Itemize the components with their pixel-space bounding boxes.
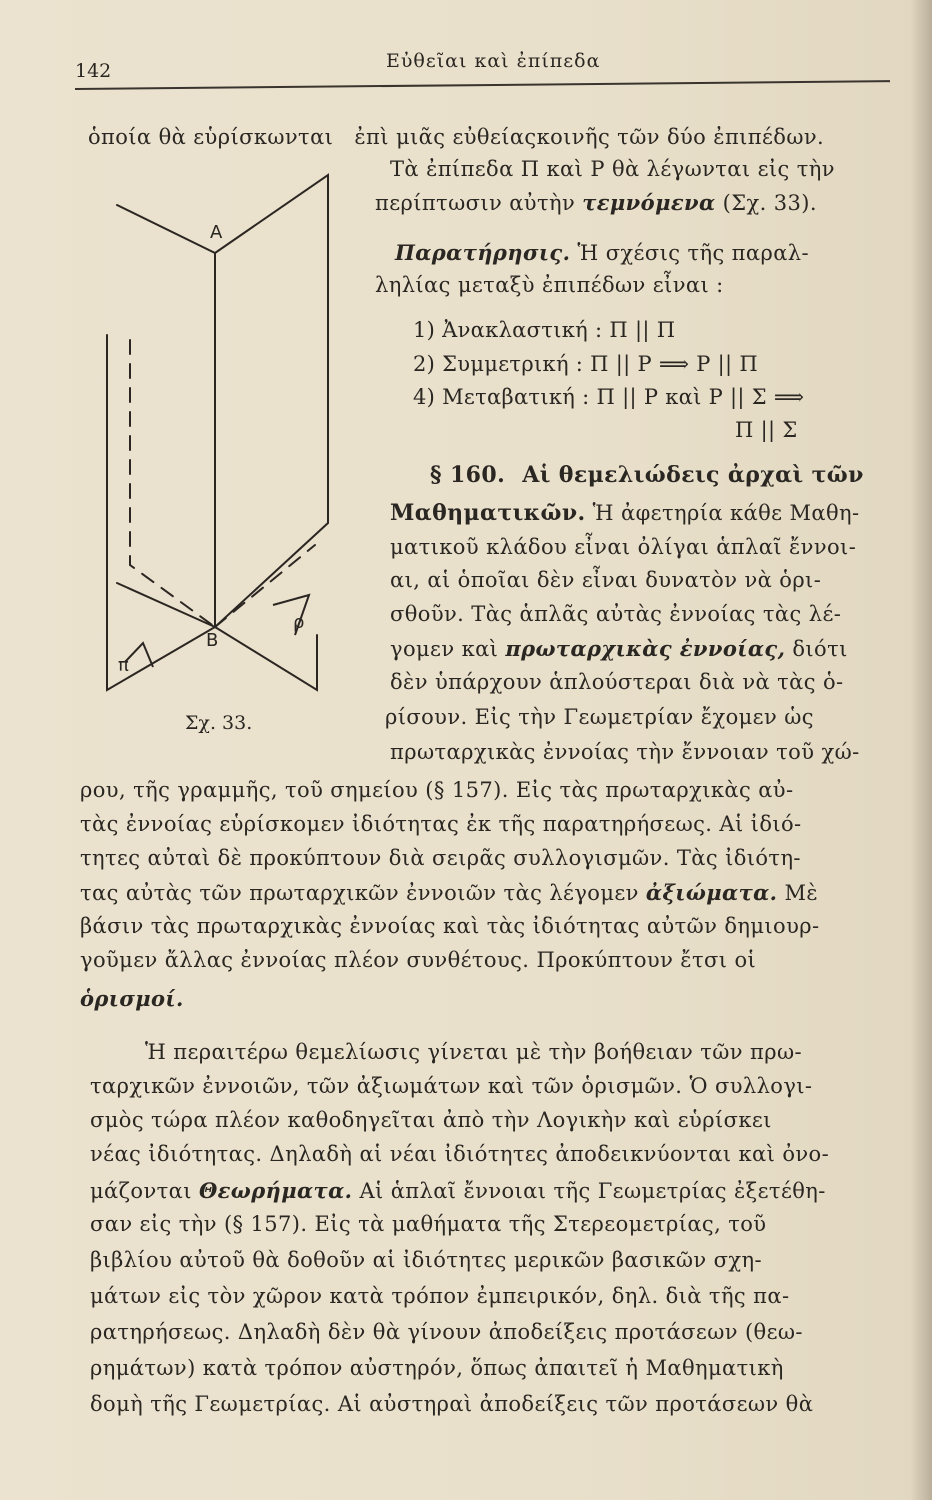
text-line xyxy=(395,240,809,265)
page-number: 142 xyxy=(75,60,112,82)
text-line: ρου, τῆς γραμμῆς, τοῦ σημείου (§ 157). Εἰς τὰς πρωταρχικὰς αὐ- xyxy=(80,778,794,802)
label-plane-rho: ρ xyxy=(293,612,305,633)
text-fragment: Μὲ xyxy=(784,881,819,905)
property-symmetric: 2) Συμμετρική : Π || Ρ ⟹ Ρ || Π xyxy=(413,352,758,376)
text-line: σμὸς τώρα πλέον καθοδηγεῖται ἀπὸ τὴν Λογικὴν καὶ εὑρίσκει xyxy=(90,1108,772,1132)
text-line: μάτων εἰς τὸν χῶρον κατὰ τρόπον ἐμπειρικόν, δηλ. διὰ τῆς πα- xyxy=(90,1284,790,1308)
text-fragment: Ἡ ἀφετηρία κάθε Μαθη- xyxy=(592,501,860,525)
text-fragment: μάζονται xyxy=(90,1179,192,1203)
section-heading xyxy=(430,462,864,488)
figure-caption: Σχ. 33. xyxy=(185,712,253,734)
text-fragment: (Σχ. 33). xyxy=(722,191,817,215)
page-edge-shadow xyxy=(910,0,932,1500)
section-title-cont: Μαθηματικῶν. xyxy=(390,500,586,526)
text-line: ματικοῦ κλάδου εἶναι ὀλίγαι ἁπλαῖ ἔννοι- xyxy=(390,535,857,559)
text-fragment: Ἡ σχέσις τῆς παραλ- xyxy=(577,241,809,265)
text-line: ρίσουν. Εἰς τὴν Γεωμετρίαν ἔχομεν ὡς xyxy=(385,705,814,729)
emphasis-term: ὁρισμοί. xyxy=(80,986,184,1011)
emphasis-term: πρωταρχικὰς ἐννοίας, xyxy=(505,636,786,661)
text-line: γοῦμεν ἄλλας ἐννοίας πλέον συνθέτους. Προκύπτουν ἔτσι οἱ xyxy=(80,948,757,972)
text-line: νέας ἰδιότητας. Δηλαδὴ αἱ νέαι ἰδιότητες ἀποδεικνύονται καὶ ὀνο- xyxy=(90,1142,830,1166)
text-line xyxy=(390,636,848,661)
text-line: αι, αἱ ὁποῖαι δὲν εἶναι δυνατὸν νὰ ὁρι- xyxy=(390,568,822,592)
label-point-b: Β xyxy=(206,630,219,651)
text-line: πρωταρχικὰς ἐννοίας τὴν ἔννοιαν τοῦ χώ- xyxy=(390,740,860,764)
text-line: δὲν ὑπάρχουν ἁπλούστεραι διὰ νὰ τὰς ὁ- xyxy=(390,670,844,694)
text-line: δομὴ τῆς Γεωμετρίας. Αἱ αὐστηραὶ ἀποδείξεις τῶν προτάσεων θὰ xyxy=(90,1392,814,1416)
plane-pi-front-edge xyxy=(107,335,215,690)
text-line: ρατηρήσεως. Δηλαδὴ δὲν θὰ γίνουν ἀποδείξεις προτάσεων (θεω- xyxy=(90,1320,803,1344)
text-line: Τὰ ἐπίπεδα Π καὶ Ρ θὰ λέγωνται εἰς τὴν xyxy=(390,157,835,181)
text-line xyxy=(90,1178,826,1203)
text-line: βάσιν τὰς πρωταρχικὰς ἐννοίας καὶ τὰς ἰδιότητας αὐτῶν δημιουρ- xyxy=(80,914,820,938)
text-fragment: ἐπὶ μιᾶς εὐθείαςκοινῆς τῶν δύο ἐπιπέδων. xyxy=(354,125,825,149)
text-fragment: ὁποία θὰ εὑρίσκωνται xyxy=(88,125,334,149)
plane-pi-outline xyxy=(117,205,215,627)
running-title: Εὐθεῖαι καὶ ἐπίπεδα xyxy=(386,50,601,72)
emphasis-term: Παρατήρησις. xyxy=(395,240,571,265)
label-point-a: Α xyxy=(210,222,223,243)
plane-rho-front xyxy=(215,627,317,690)
label-plane-pi: π xyxy=(118,655,129,676)
emphasis-term: Θεωρήματα. xyxy=(198,1178,353,1203)
text-fragment: διότι xyxy=(792,637,848,661)
text-line: βιβλίου αὐτοῦ θὰ δοθοῦν αἱ ἰδιότητες μερικῶν βασικῶν σχη- xyxy=(90,1248,762,1272)
text-fragment: τας αὐτὰς τῶν πρωταρχικῶν ἐννοιῶν τὰς λέγομεν xyxy=(80,881,639,905)
hidden-edge-pi xyxy=(130,340,215,627)
header-rule xyxy=(75,80,890,90)
text-fragment: Αἱ ἁπλαῖ ἔννοιαι τῆς Γεωμετρίας ἐξετέθη- xyxy=(359,1179,826,1203)
plane-pi-curl xyxy=(125,643,153,667)
text-line: Ἡ περαιτέρω θεμελίωσις γίνεται μὲ τὴν βοήθειαν τῶν πρω- xyxy=(145,1040,802,1064)
property-transitive: 4) Μεταβατική : Π || Ρ καὶ Ρ || Σ ⟹ xyxy=(413,385,805,409)
plane-rho-outline xyxy=(215,175,328,627)
emphasis-term: τεμνόμενα xyxy=(582,190,716,215)
property-reflexive: 1) Ἀνακλαστική : Π || Π xyxy=(413,318,676,342)
section-title: Αἱ θεμελιώδεις ἀρχαὶ τῶν xyxy=(522,462,864,488)
text-fragment: περίπτωσιν αὐτὴν xyxy=(375,191,576,215)
emphasis-term: ἀξιώματα. xyxy=(645,880,778,905)
section-number: § 160. xyxy=(430,462,506,488)
property-transitive-result: Π || Σ xyxy=(735,418,798,442)
text-line xyxy=(375,190,817,215)
text-line: ρημάτων) κατὰ τρόπον αὐστηρόν, ὅπως ἀπαιτεῖ ἡ Μαθηματικὴ xyxy=(90,1356,784,1380)
text-line: τητες αὐταὶ δὲ προκύπτουν διὰ σειρᾶς συλλογισμῶν. Τὰς ἰδιότη- xyxy=(80,846,801,870)
text-line: τὰς ἐννοίας εὑρίσκομεν ἰδιότητας ἐκ τῆς παρατηρήσεως. Αἱ ἰδιό- xyxy=(80,812,802,836)
text-line xyxy=(88,125,824,149)
text-line xyxy=(390,500,860,526)
figure-intersecting-planes xyxy=(95,165,345,710)
text-line: σαν εἰς τὴν (§ 157). Εἰς τὰ μαθήματα τῆς Στερεομετρίας, τοῦ xyxy=(90,1212,767,1236)
text-line xyxy=(80,880,818,905)
text-line: ταρχικῶν ἐννοιῶν, τῶν ἀξιωμάτων καὶ τῶν ὁρισμῶν. Ὁ συλλογι- xyxy=(90,1074,813,1098)
text-fragment: γομεν καὶ xyxy=(390,637,499,661)
text-line: ληλίας μεταξὺ ἐπιπέδων εἶναι : xyxy=(375,273,724,297)
text-line: σθοῦν. Τὰς ἁπλᾶς αὐτὰς ἐννοίας τὰς λέ- xyxy=(390,602,842,626)
